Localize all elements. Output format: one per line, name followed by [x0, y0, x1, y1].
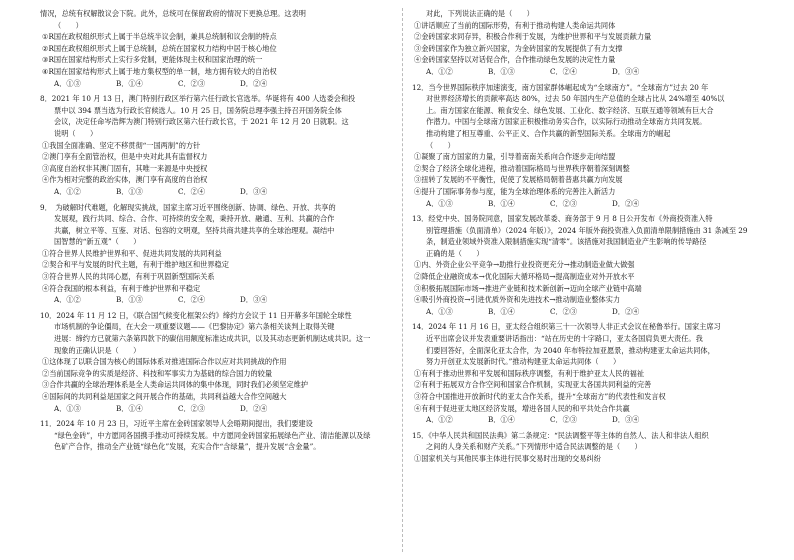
option: ①符合世界人民维护世界和平、促进共同发展的共同利益: [42, 248, 222, 258]
question-14: [412, 321, 772, 425]
choice: A．①②: [54, 186, 81, 196]
question-11: [40, 418, 395, 453]
question-stem: 13．经党中央、国务院同意，国家发展改革委、商务部于 9 月 8 日公开发布《外商投资准入特: [412, 214, 713, 224]
option: ④提升了国际事务参与度，能为全球治理体系的完善注入新活力: [414, 186, 616, 196]
choice: B．①③: [488, 66, 515, 76]
option: ③符合中国推进开放新时代的亚太合作关系，提升“全球南方”的代表性和发言权: [414, 392, 666, 401]
option: ④R国在国家结构形式上属于地方集权型的单一制，地方拥有较大的自治权: [42, 66, 277, 76]
question-stem: 发展观，践行共同、综合、合作、可持续的安全观，秉持开放、融通、互利、共赢的合作: [54, 214, 335, 224]
left-column: [40, 8, 395, 453]
choice: D．③④: [612, 415, 640, 425]
answer-choices: [40, 78, 395, 90]
choice: D．③④: [240, 295, 268, 305]
question-stem: 11．2024 年 10 月 23 日，习近平主席在金砖国家领导人会晤期间提出，我们要建设: [40, 419, 313, 429]
option: ①讲话顺应了当前的国际形势，有利于推动构建人类命运共同体: [414, 20, 616, 30]
option: ①内、外资企业公平竞争→助推行业投资更充分→推动制造业做大做强: [414, 260, 635, 270]
option: ②降低企业融资成本→优化国际大循环格局→提高制造业对外开放水平: [414, 272, 635, 282]
question-stem: 上。南方国家在能源、粮食安全、绿色发展、工业化、数字经济、互联互通等领域有巨大合: [426, 105, 714, 115]
question-15: [412, 430, 772, 465]
question-stem: 之间的人身关系和财产关系。”下列情形中适合民法调整的是（ ）: [426, 442, 642, 452]
question-stem: 国智慧的“新五观”（ ）: [54, 237, 141, 247]
question-stem: 近平出席会议并发表重要讲话指出：“站在历史的十字路口，亚太各国肩负更大责任。我: [426, 334, 703, 344]
question-stem: 进展：缔约方已就第六条第四款下的碳信用额度标准达成共识，以及其动态更新机制达成共识。这一: [54, 334, 371, 344]
choice: B．①③: [116, 186, 143, 196]
question-stem: 8．2021 年 10 月 13 日，澳门特别行政区举行第六任行政长官选举。华诞将有 400 人选委会和投: [40, 94, 356, 104]
question-11-continued: [412, 8, 772, 78]
option: ③合作共赢的全球治理体系是全人类命运共同体的集中体现，同时我们必须坚定维护: [42, 380, 308, 390]
choice: A．①③: [54, 78, 81, 88]
question-stem: 15．《中华人民共和国民法典》第二条规定：“民法调整平等主体的自然人、法人和非法人组织: [412, 430, 709, 440]
option: ①这体现了以联合国为核心的国际体系对推进国际合作以应对共同挑战的作用: [42, 357, 287, 367]
question-stem: 10．2024 年 11 月 12 日，《联合国气候变化框架公约》缔约方会议于 11 日开幕多年国轮全球性: [40, 310, 352, 320]
choice: C．②④: [178, 186, 206, 196]
option: ①凝聚了南方国家的力量，引导着南南关系向合作逐步走向结盟: [414, 152, 616, 162]
choice: B．①④: [488, 306, 515, 316]
option: ②契合了经济全球化进程，推动着国际格局与世界秩序朝着深刻调整: [414, 163, 630, 173]
choice: B．①④: [116, 78, 143, 88]
answer-choices: [412, 414, 772, 426]
question-stem: 9． 为破解时代难题，化解现实挑战，国家主席习近平围绕创新、协调、绿色、开放、共享的: [40, 202, 336, 212]
question-9: [40, 202, 395, 306]
option: ①国家机关与其他民事主体进行民事交易时出现的交易纠纷: [414, 453, 601, 463]
question-stem: 说明（ ）: [54, 128, 98, 138]
right-column: [412, 8, 772, 465]
choice: D．③④: [612, 66, 640, 76]
question-stem: 别管理措施（负面清单）（2024 年版）》，2024 年版外商投资准入负面清单限制措施由 31 条减至 29: [426, 225, 748, 235]
intro-line: （ ）: [54, 20, 83, 30]
option: ③积极拓展国际市场→推进产业链和技术新创新→迈向全球产业链中高端: [414, 283, 642, 293]
question-10: [40, 310, 395, 414]
question-stem: 共赢，树立平等、互鉴、对话、包容的文明观，坚持共商共建共享的全球治理观。凝结中: [54, 225, 335, 235]
option: ③金砖国家作为独立新兴国家，为金砖国家的发展提供了有力支撑: [414, 43, 623, 53]
option: ②R国在政权组织形式上属于总统制，总统在国家权力结构中居于核心地位: [42, 43, 277, 53]
question-stem: 色矿产合作，推动全产业链“绿色化”发展，充实合作“含绿量”，提升发展“含金量”。: [54, 442, 321, 452]
choice: B．①④: [488, 198, 515, 208]
choice: C．②④: [550, 66, 578, 76]
option: ②澳门享有全面管治权，但是中央对此具有监督权力: [42, 152, 208, 162]
choice: C．②④: [178, 295, 206, 305]
question-13: [412, 213, 772, 317]
answer-choices: [412, 198, 772, 210]
option: ①有利于推动世界和平发展和国际秩序调整，有利于维护亚太人民的福祉: [414, 368, 645, 378]
option: ④吸引外商投资→引进优质外资和先进技术→推动制造业整体实力: [414, 295, 621, 305]
option: ④作为相对完整的政治实体，澳门享有高度的自治权: [42, 175, 208, 185]
choice: C．②③: [550, 198, 578, 208]
option: ②当前国际竞争的实质是经济、科技和军事实力为基础的综合国力的较量: [42, 368, 273, 378]
question-stem: 票中以 394 票当选为行政长官候选人。10 月 25 日，国务院总理李强主持召开国务院全体: [54, 105, 342, 115]
option: ③高度自治权非其澳门固有，其唯一来源是中央授权: [42, 163, 208, 173]
option: ④国际间的共同利益是国家之间开展合作的基础，共同利益越大合作空间越大: [42, 392, 287, 401]
choice: A．①②: [426, 66, 453, 76]
choice: C．②③: [550, 415, 578, 425]
question-stem: 对此，下列说法正确的是（ ）: [426, 9, 534, 18]
option: ④符合我国的根本利益，有利于维护世界和平稳定: [42, 283, 201, 293]
answer-choices: [40, 403, 395, 415]
answer-choices: [40, 294, 395, 306]
choice: A．①②: [426, 415, 453, 425]
question-stem: “绿色金砖”，中方愿同各国携手推动可持续发展。中方愿同金砖国家拓展绿色产业、清洁能源以及绿: [54, 430, 371, 440]
option: ③R国在国家结构形式上实行多党制，更能体现主权和国家治理的统一: [42, 55, 263, 65]
intro-line: 情况，总统有权解散议会下院。此外，总统可在保留政府的情况下更换总理。这表明: [40, 9, 306, 18]
question-stem: 们要回答好，全面深化亚太合作，为 2040 年布特拉加亚愿景，推动构建亚太命运共同体，: [426, 345, 715, 355]
choice: A．①③: [426, 306, 453, 316]
choice: A．①②: [54, 295, 81, 305]
question-stem: 市场机制的争论僵局，在大会一项重要议题——《巴黎协定》第六条相关谈判上取得关键: [54, 322, 335, 332]
option: ④金砖国家坚持以对话促合作，合作推动绿色发展的决定性力量: [414, 55, 616, 65]
question-stem: 作潜力。中国与全球南方国家正积极推动务实合作，以实际行动推动全球南方共同发展。: [426, 117, 707, 127]
option: ②契合和平与发展的时代主题，有利于维护地区和世界稳定: [42, 260, 229, 270]
question-12: [412, 82, 772, 210]
question-stem: 现象的正确认识是（ ）: [54, 345, 141, 355]
choice: A．①③: [426, 198, 453, 208]
option: ③符合世界人民的共同心愿，有利于巩固新型国际关系: [42, 272, 215, 282]
choice: D．②④: [612, 198, 640, 208]
answer-choices: [412, 306, 772, 318]
choice: D．②④: [240, 403, 268, 413]
column-divider: [402, 8, 403, 552]
option: ①我国全面准确、坚定不移贯彻“一国两制”的方针: [42, 140, 201, 150]
choice: D．②④: [612, 306, 640, 316]
answer-choices: [40, 186, 395, 198]
question-stem: 14．2024 年 11 月 16 日，亚太经合组织第三十一次领导人非正式会议在秘鲁举行。国家主席习: [412, 322, 721, 332]
choice: A．①③: [54, 403, 81, 413]
option: ②金砖国家求同存异，积极合作利于发展，为维护世界和平与发展贡献力量: [414, 32, 652, 42]
choice: B．①④: [116, 403, 143, 413]
question-stem: 会议，决定任命岑浩辉为澳门特别行政区第六任行政长官，于 2021 年 12 月 20 日就职。这: [54, 117, 349, 127]
option: ④有利于促进亚太地区经济发展，增进各国人民的和平共处合作共赢: [414, 403, 630, 413]
choice: C．②③: [550, 306, 578, 316]
choice: B．①③: [116, 295, 143, 305]
question-stem: 对世界经济增长的贡献率高达 80%，过去 50 年国内生产总值的全球占比从 24%增至 40%以: [426, 94, 725, 104]
choice: D．③④: [240, 186, 268, 196]
question-stem: 正确的是（ ）: [426, 248, 484, 258]
choice: D．②④: [240, 78, 268, 88]
option: ③扭转了发展的不平衡性，促使了发展格局朝着普惠共赢方向发展: [414, 175, 623, 185]
question-stem: （ ）: [426, 140, 455, 150]
option: ②有利于拓展双方合作空间和国家合作机制，实现亚太各国共同利益的完善: [414, 380, 652, 390]
question-stem: 努力开创亚太发展新时代。”推动构建亚太命运共同体（ ）: [426, 357, 621, 367]
choice: C．②③: [178, 78, 206, 88]
option: ①R国在政权组织形式上属于半总统半议会制，兼具总统制和议会制的特点: [42, 32, 277, 42]
question-stem: 12．当今世界国际秩序加速演变，南方国家群体崛起成为“全球南方”。“全球南方”过去 20 年: [412, 82, 709, 92]
question-stem: 条，制造业领域外资准入限制措施实现“清零”。该措施对我国制造业产生影响的传导路径: [426, 237, 707, 247]
choice: C．②③: [178, 403, 206, 413]
question-8: [40, 93, 395, 197]
answer-choices: [412, 66, 772, 78]
choice: B．①④: [488, 415, 515, 425]
question-stem: 推动构建了相互尊重、公平正义、合作共赢的新型国际关系。全球南方的崛起: [426, 128, 671, 138]
